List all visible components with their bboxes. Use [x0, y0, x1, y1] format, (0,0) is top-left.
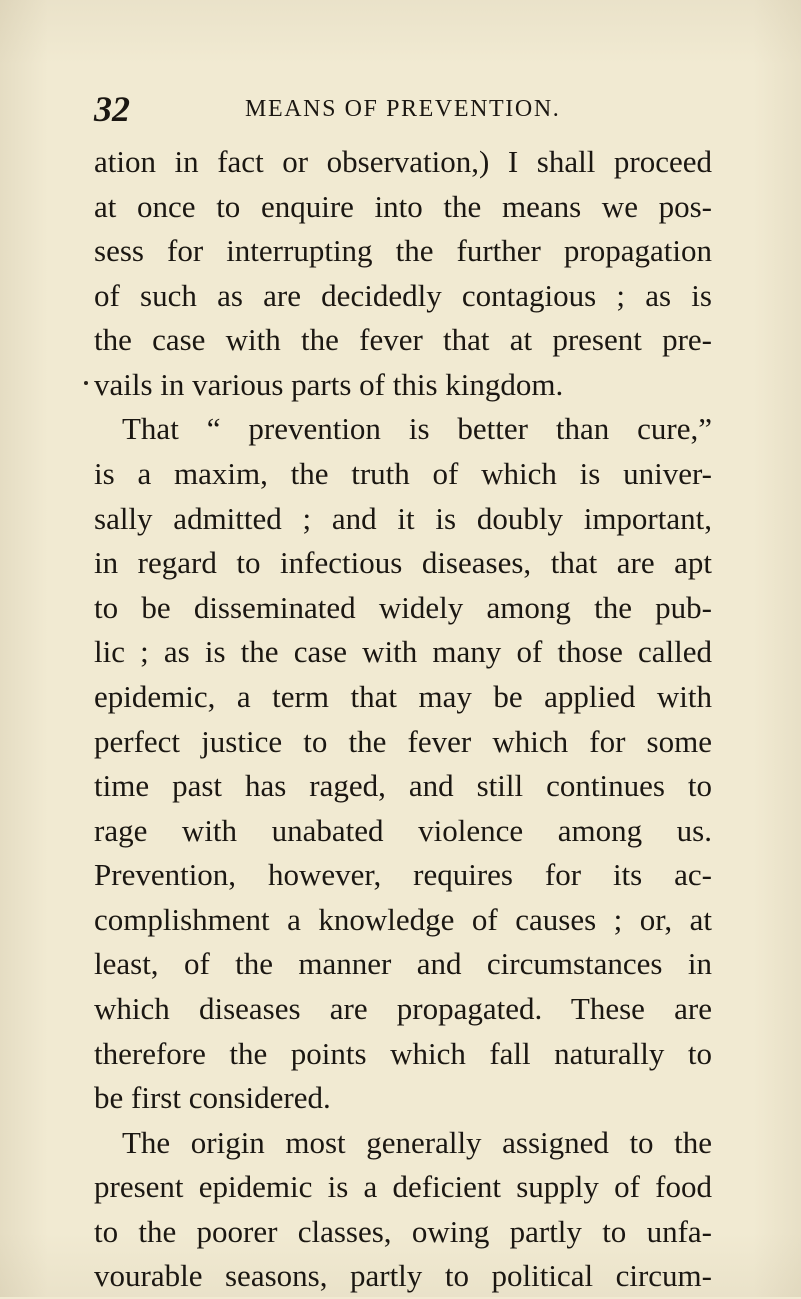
body-text [94, 140, 712, 1299]
text-line: The origin most generally assigned to the [122, 1124, 712, 1160]
text-line: be first considered. [94, 1080, 331, 1116]
page-number: 32 [94, 89, 130, 129]
text-line: in regard to infectious diseases, that are apt [94, 545, 712, 581]
text-line: to the poorer classes, owing partly to unfa- [94, 1213, 712, 1249]
text-line: perfect justice to the fever which for some [94, 723, 712, 759]
text-line: sess for interrupting the further propagation [94, 233, 712, 269]
text-line: which diseases are propagated. These are [94, 990, 712, 1026]
text-line: epidemic, a term that may be applied with [94, 678, 712, 714]
text-line: sally admitted ; and it is doubly important, [94, 500, 712, 536]
text-line: at once to enquire into the means we pos- [94, 188, 712, 224]
text-line: is a maxim, the truth of which is univer- [94, 456, 712, 492]
text-line: least, of the manner and circumstances in [94, 946, 712, 982]
text-line: vourable seasons, partly to political circum- [94, 1258, 712, 1294]
text-line: time past has raged, and still continues to [94, 768, 712, 804]
text-line: rage with unabated violence among us. [94, 812, 712, 848]
running-head: MEANS OF PREVENTION. [245, 96, 561, 122]
text-line: of such as are decidedly contagious ; as is [94, 277, 712, 313]
text-line: lic ; as is the case with many of those called [94, 634, 712, 670]
text-line: Prevention, however, requires for its ac- [94, 857, 712, 893]
text-line: That “ prevention is better than cure,” [122, 411, 712, 447]
text-line: ation in fact or observation,) I shall proceed [94, 144, 712, 179]
text-line: therefore the points which fall naturally to [94, 1035, 712, 1071]
stray-ink-mark [84, 381, 88, 385]
text-line: present epidemic is a deficient supply of food [94, 1169, 712, 1205]
text-line: to be disseminated widely among the pub- [94, 589, 712, 625]
text-line: complishment a knowledge of causes ; or, at [94, 901, 712, 937]
text-line: the case with the fever that at present pre- [94, 322, 712, 358]
page-header [94, 86, 734, 132]
text-line: vails in various parts of this kingdom. [94, 366, 564, 402]
